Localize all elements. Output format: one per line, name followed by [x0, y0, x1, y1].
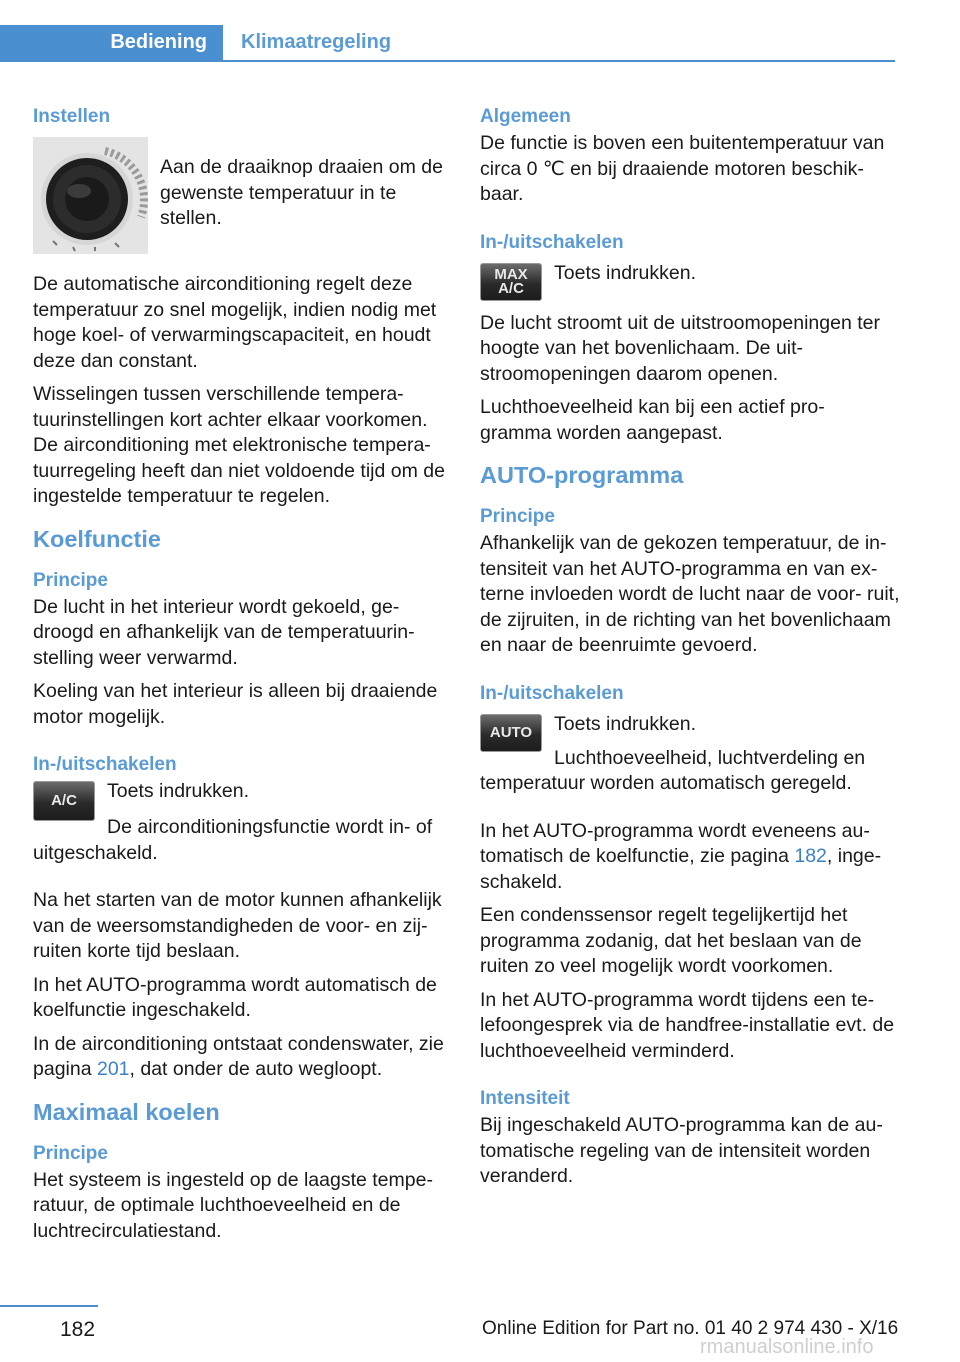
paragraph: De functie is boven een buitentemperatuur van circa 0 ℃ en bij draaiende motoren beschik‐ baar.: [480, 132, 885, 205]
auto-function-desc: Luchthoeveelheid, luchtverdeling en temperatuur worden automatisch geregeld.: [480, 746, 866, 794]
paragraph-condenswater: In de airconditioning ontstaat condenswater, zie pagina 201, dat onder de auto wegloopt.: [33, 1032, 444, 1080]
header-tabbar: [0, 25, 895, 62]
paragraph: De automatische airconditioning regelt deze temperatuur zo snel mogelijk, indien nodig met hoge koel- of verwarmingscapaciteit, en houdt deze dan constant.: [33, 273, 437, 372]
subheading-algemeen: Algemeen: [480, 106, 571, 127]
heading-auto-programma: AUTO-programma: [480, 462, 684, 488]
tab-klimaatregeling-label: Klimaatregeling: [241, 31, 392, 53]
watermark: rmanualsonline.info: [700, 1336, 874, 1358]
paragraph: Na het starten van de motor kunnen afhankelijk van de weersomstandigheden de voor- en zij‐ ruiten korte tijd beslaan.: [33, 889, 442, 962]
tab-bediening-label: Bediening: [110, 31, 207, 53]
page-number: 182: [60, 1318, 96, 1341]
rotary-knob-image: [33, 137, 148, 254]
instellen-text: Aan de draaiknop draaien om de gewenste temperatuur in te stellen.: [160, 156, 443, 229]
subheading-principe: Principe: [480, 506, 555, 527]
auto-button-icon: AUTO: [480, 714, 542, 752]
ac-button-icon: A/C: [33, 781, 95, 821]
toets-indrukken: Toets indrukken.: [554, 712, 696, 735]
subheading-intensiteit: Intensiteit: [480, 1088, 570, 1109]
paragraph: Wisselingen tussen verschillende tempera‐ tuurinstellingen kort achter elkaar voorkomen. De airconditioning met elektronische tempera‐ tuurregeling heeft dan niet voldoende tijd om de ingestelde temperatuur te regelen.: [33, 383, 445, 507]
paragraph: Bij ingeschakeld AUTO-programma kan de au‐ tomatische regeling van de intensiteit worden veranderd.: [480, 1114, 883, 1187]
heading-maximaal-koelen: Maximaal koelen: [33, 1098, 220, 1125]
subheading-principe: Principe: [33, 1142, 108, 1164]
paragraph-auto-koelfunctie: In het AUTO-programma wordt eveneens au‐ tomatisch de koelfunctie, zie pagina 182, inge‐ schakeld.: [480, 819, 882, 893]
footer-divider: [0, 1305, 98, 1307]
paragraph: De lucht in het interieur wordt gekoeld, ge‐ droogd en afhankelijk van de temperatuurin‐ stelling weer verwarmd.: [33, 595, 415, 669]
tab-bediening[interactable]: [0, 25, 223, 60]
subheading-in-uitschakelen: In-/uitschakelen: [33, 754, 177, 775]
max-ac-button-row: [480, 261, 900, 301]
section-instellen-title: Instellen: [33, 106, 111, 127]
toets-indrukken: Toets indrukken.: [554, 261, 696, 284]
page-link-201[interactable]: 201: [96, 1058, 130, 1080]
header-divider: [0, 60, 895, 62]
paragraph: In het AUTO-programma wordt tijdens een te‐ lefoongesprek via de handfree-installatie evt. de luchthoeveelheid verminderd.: [480, 988, 895, 1062]
paragraph: Luchthoeveelheid kan bij een actief pro‐ gramma worden aangepast.: [480, 396, 825, 444]
page-link-182[interactable]: 182: [794, 845, 827, 867]
rotary-knob-icon: [33, 137, 148, 254]
paragraph: Een condenssensor regelt tegelijkertijd het programma zodanig, dat het beslaan van de ruiten zo veel mogelijk wordt voorkomen.: [480, 904, 862, 977]
edition-text: Online Edition for Part no. 01 40 2 974 430 - X/16: [482, 1318, 899, 1339]
paragraph: Het systeem is ingesteld op de laagste tempe‐ ratuur, de optimale luchthoeveelheid en de luchtrecirculatiestand.: [33, 1168, 433, 1242]
paragraph: In het AUTO-programma wordt automatisch de koelfunctie ingeschakeld.: [33, 973, 437, 1021]
right-column: [480, 104, 900, 1198]
paragraph: Afhankelijk van de gekozen temperatuur, de in‐ tensiteit van het AUTO-programma en van ex‐ terne invloeden wordt de lucht naar de voor‐ ruit, de zijruiten, in de richting van het bovenlichaam en naar de beenruimte gevoerd.: [480, 532, 900, 656]
ac-function-desc: De airconditioningsfunctie wordt in- of uitgeschakeld.: [33, 816, 433, 864]
paragraph: De lucht stroomt uit de uitstroomopeningen ter hoogte van het bovenlichaam. De uit‐ stroomopeningen daarom openen.: [480, 311, 880, 385]
instellen-figure-row: [33, 131, 451, 254]
heading-koelfunctie: Koelfunctie: [33, 525, 161, 552]
paragraph: Koeling van het interieur is alleen bij draaiende motor mogelijk.: [33, 680, 438, 728]
subheading-principe: Principe: [33, 569, 108, 591]
left-column: [33, 104, 451, 1252]
toets-indrukken: Toets indrukken.: [107, 780, 249, 802]
tab-klimaatregeling[interactable]: [241, 25, 391, 60]
subheading-in-uitschakelen: In-/uitschakelen: [480, 682, 624, 704]
max-ac-button-icon: MAX A/C: [480, 263, 542, 301]
subheading-in-uitschakelen: In-/uitschakelen: [480, 231, 624, 253]
